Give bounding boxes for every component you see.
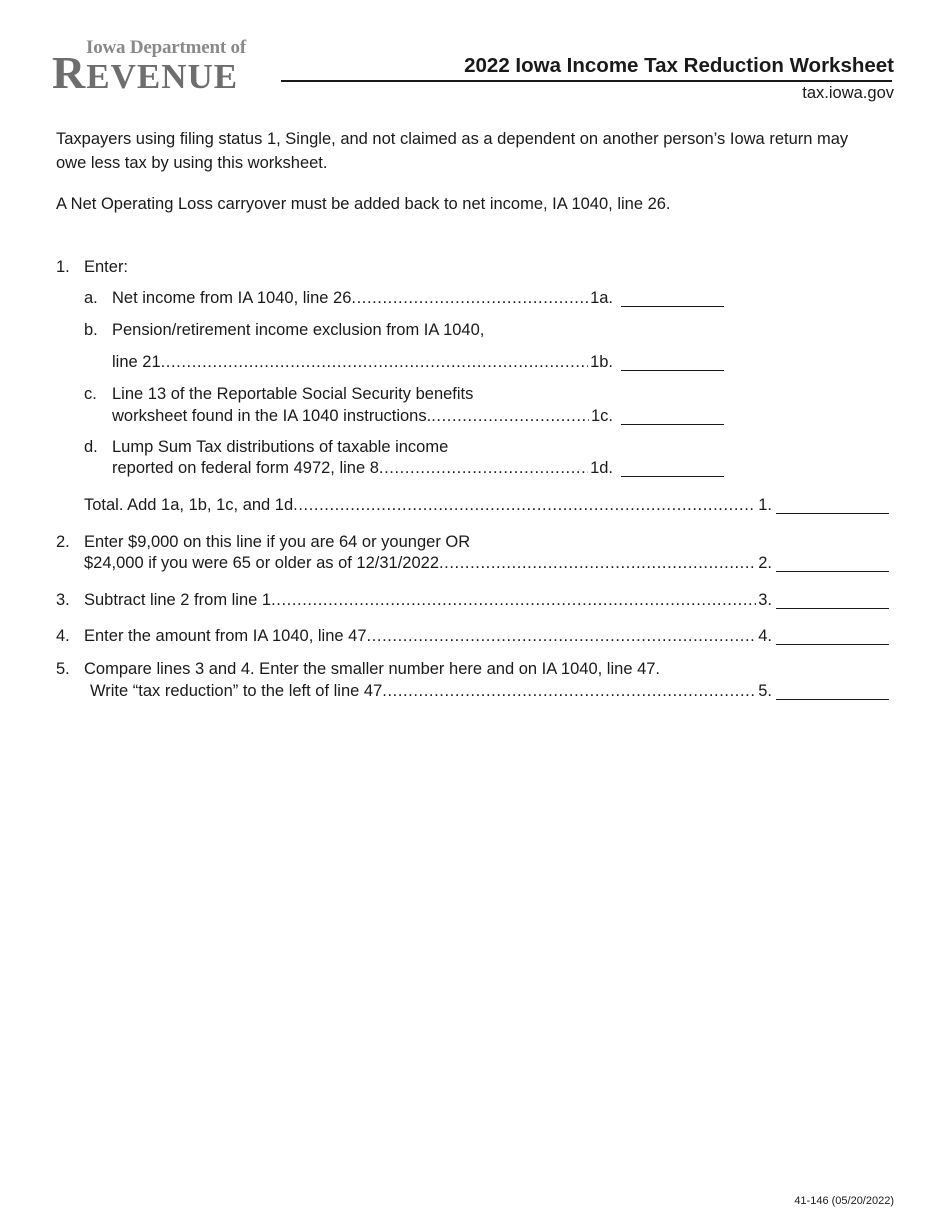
line-3-ref: 3. (758, 591, 772, 609)
line-1a-letter: a. (84, 289, 98, 307)
line-1c-text-2: worksheet found in the IA 1040 instructions. (112, 407, 432, 425)
dotted-leader (351, 288, 588, 308)
line-4-ref: 4. (758, 627, 772, 645)
line-4-number: 4. (56, 627, 70, 645)
line-1d-row (112, 458, 613, 478)
line-2-entry[interactable] (776, 571, 889, 572)
line-5-row (90, 681, 772, 701)
line-1-label: Enter: (84, 258, 129, 276)
line-2-number: 2. (56, 533, 70, 551)
line-1d-text-2: reported on federal form 4972, line 8 (112, 459, 379, 477)
dotted-leader (431, 406, 589, 426)
form-id: 41-146 (05/20/2022) (794, 1195, 894, 1207)
line-1b-text-1: Pension/retirement income exclusion from IA 1040, (112, 321, 485, 339)
line-1c-row (112, 406, 613, 426)
line-3-text: Subtract line 2 from line 1 (84, 591, 272, 609)
line-1b-text-2: line 21 (112, 353, 161, 371)
line-1-total-text: Total. Add 1a, 1b, 1c, and 1d (84, 496, 294, 514)
dotted-leader (367, 626, 757, 646)
line-1-number: 1. (56, 258, 70, 276)
dotted-leader (379, 458, 588, 478)
line-1a-ref: 1a. (590, 289, 613, 307)
line-1-total-ref: 1. (758, 496, 772, 514)
logo-revenue-text (52, 46, 238, 99)
line-5-entry[interactable] (776, 699, 889, 700)
line-1a-row (112, 288, 613, 308)
line-1c-letter: c. (84, 385, 97, 403)
line-3-number: 3. (56, 591, 70, 609)
line-1b-ref: 1b. (590, 353, 613, 371)
line-1a-entry[interactable] (621, 306, 724, 307)
line-5-text-2: Write “tax reduction” to the left of line 47 (90, 682, 383, 700)
intro-paragraph-2: A Net Operating Loss carryover must be added back to net income, IA 1040, line 26. (56, 195, 671, 213)
line-3-row (84, 590, 772, 610)
line-3-entry[interactable] (776, 608, 889, 609)
dotted-leader (271, 590, 756, 610)
header-rule (281, 80, 892, 82)
line-2-row (84, 553, 772, 573)
line-1a-text: Net income from IA 1040, line 26 (112, 289, 352, 307)
logo-revenue-initial: R (52, 47, 87, 98)
dotted-leader (161, 352, 588, 372)
line-1d-ref: 1d. (590, 459, 613, 477)
intro-paragraph-1: Taxpayers using filing status 1, Single, and not claimed as a dependent on another person’s Iowa return may owe less tax by using this worksheet. (56, 130, 849, 172)
line-2-text-2: $24,000 if you were 65 or older as of 12/31/2022 (84, 554, 439, 572)
line-4-row (84, 626, 772, 646)
line-1c-text-1: Line 13 of the Reportable Social Security benefits (112, 385, 474, 403)
dotted-leader (439, 553, 756, 573)
dotted-leader (293, 495, 756, 515)
line-1-total-row (84, 495, 772, 515)
line-4-entry[interactable] (776, 644, 889, 645)
iowa-revenue-logo (52, 34, 262, 98)
line-5-number: 5. (56, 660, 70, 678)
line-1-total-entry[interactable] (776, 513, 889, 514)
worksheet-title: 2022 Iowa Income Tax Reduction Worksheet (464, 54, 894, 77)
line-5-ref: 5. (758, 682, 772, 700)
logo-revenue-rest: EVENUE (86, 57, 239, 96)
line-1d-text-1: Lump Sum Tax distributions of taxable income (112, 438, 449, 456)
line-4-text: Enter the amount from IA 1040, line 47 (84, 627, 367, 645)
logo-department-text: Iowa Department of (86, 37, 246, 58)
dotted-leader (382, 681, 756, 701)
line-2-ref: 2. (758, 554, 772, 572)
line-1d-letter: d. (84, 438, 98, 456)
line-1b-entry[interactable] (621, 370, 724, 371)
line-1b-letter: b. (84, 321, 98, 339)
line-5-text-1: Compare lines 3 and 4. Enter the smaller number here and on IA 1040, line 47. (84, 660, 661, 678)
line-1d-entry[interactable] (621, 476, 724, 477)
line-1c-ref: 1c. (590, 407, 613, 425)
line-2-text-1: Enter $9,000 on this line if you are 64 or younger OR (84, 533, 471, 551)
line-1c-entry[interactable] (621, 424, 724, 425)
line-1b-row (112, 352, 613, 372)
website-link[interactable]: tax.iowa.gov (802, 84, 894, 102)
